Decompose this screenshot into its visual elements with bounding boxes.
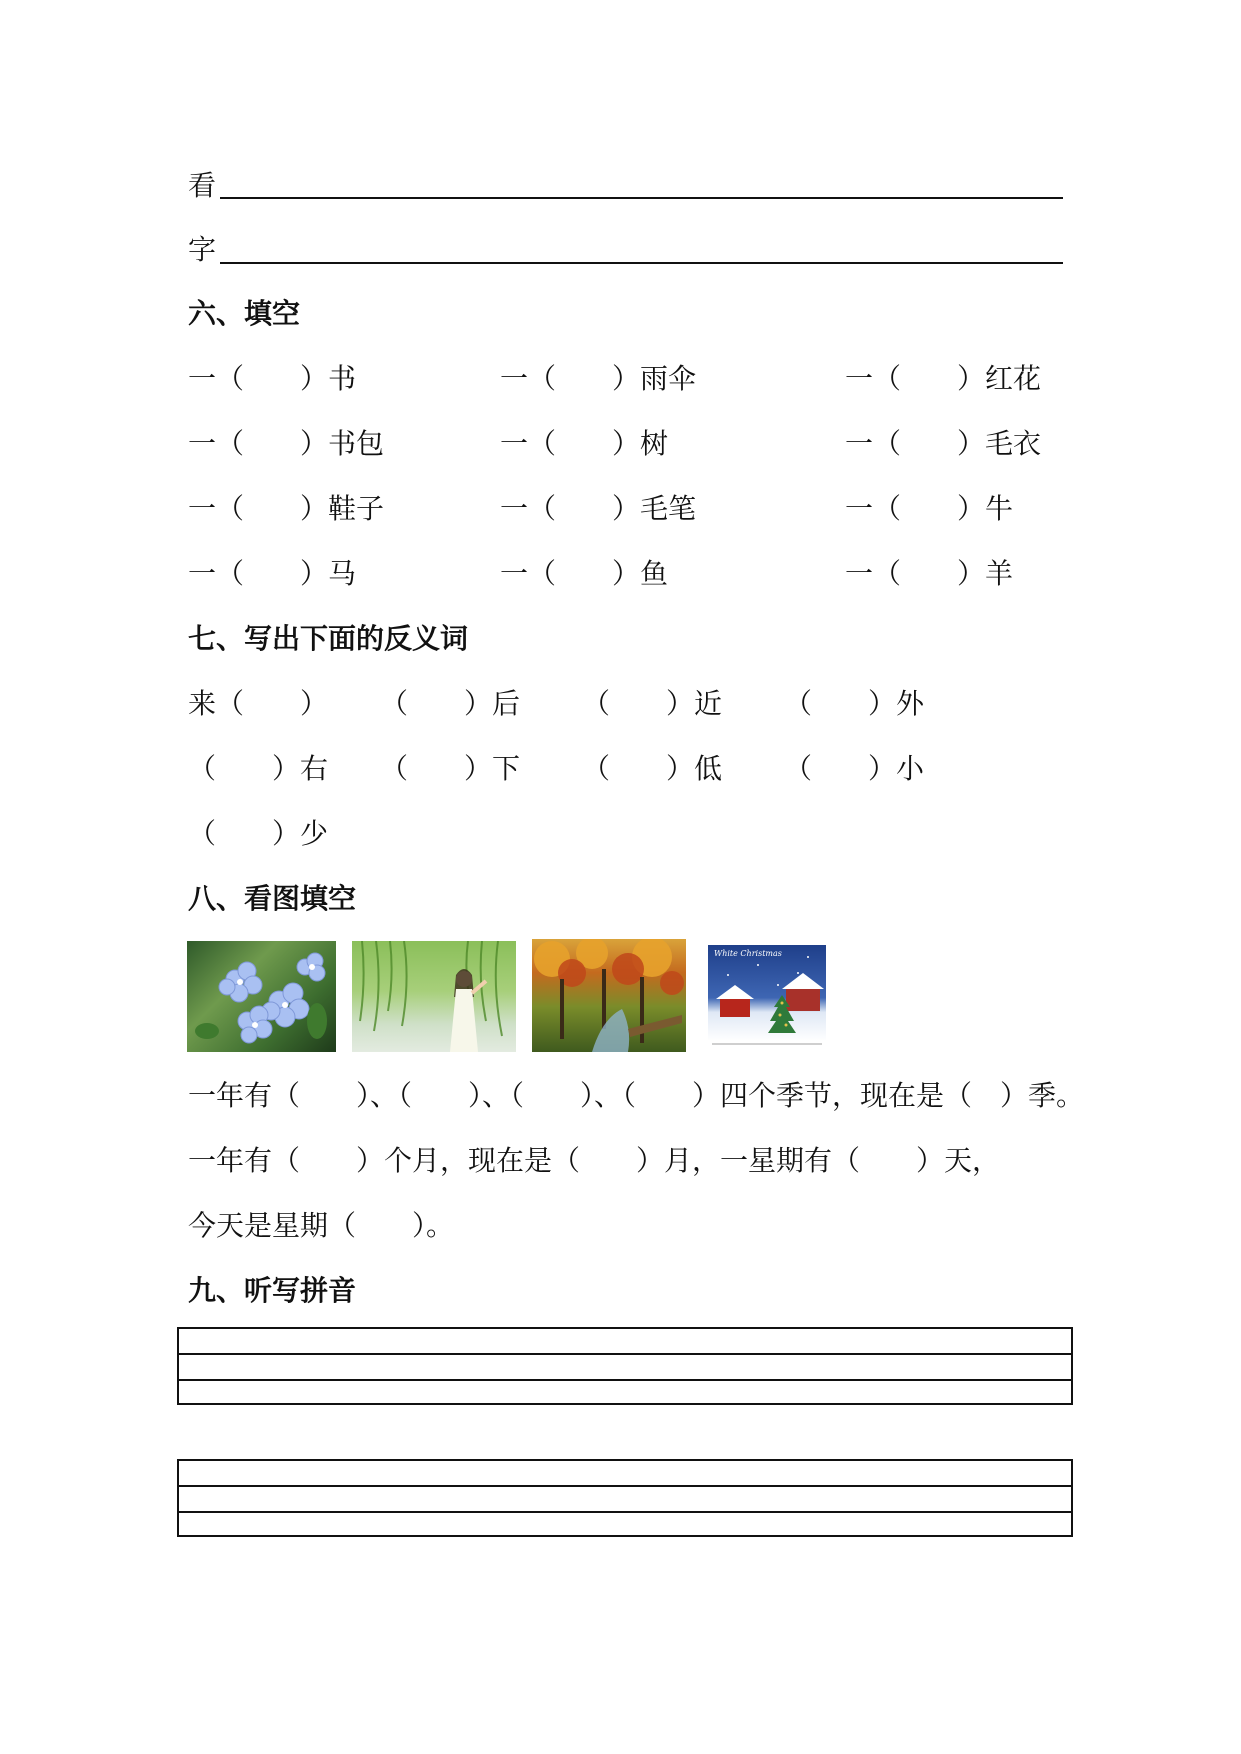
winter-scene-drawing (708, 945, 826, 1041)
fill-item: 一（ ）树 (500, 427, 669, 460)
months-question-line: 一年有（ ）个月，现在是（ ）月，一星期有（ ）天， (188, 1144, 1001, 1177)
section-7-title: 七、写出下面的反义词 (188, 622, 469, 655)
copy-writing-line-1[interactable] (220, 197, 1063, 199)
willow-drawing (352, 941, 516, 1052)
fill-item: 一（ ）书 (188, 362, 357, 395)
copy-char-kan: 看 (188, 169, 217, 202)
fill-item: 一（ ）羊 (845, 557, 1014, 590)
autumn-drawing (532, 939, 686, 1052)
pinyin-rule (179, 1379, 1071, 1381)
antonym-item: （ ）外 (784, 687, 925, 720)
weekday-question-line: 今天是星期（ ）。 (188, 1209, 455, 1242)
antonym-item: （ ）少 (188, 817, 329, 850)
antonym-item: （ ）下 (380, 752, 521, 785)
pinyin-writing-box-1[interactable] (177, 1327, 1073, 1405)
copy-char-zi: 字 (188, 233, 217, 266)
seasons-question-line: 一年有（ ）、（ ）、（ ）、（ ）四个季节，现在是（ ）季。 (188, 1079, 1085, 1112)
blue-flowers-spring-image (187, 941, 336, 1052)
section-9-title: 九、听写拼音 (188, 1274, 357, 1307)
copy-writing-line-2[interactable] (220, 262, 1063, 264)
pinyin-writing-box-2[interactable] (177, 1459, 1073, 1537)
pinyin-rule (179, 1353, 1071, 1355)
fill-item: 一（ ）书包 (188, 427, 385, 460)
fill-item: 一（ ）毛衣 (845, 427, 1042, 460)
antonym-item: （ ）低 (582, 752, 723, 785)
willow-girl-summer-image (352, 941, 516, 1052)
pinyin-rule (179, 1485, 1071, 1487)
fill-item: 一（ ）红花 (845, 362, 1042, 395)
antonym-item: （ ）近 (582, 687, 723, 720)
fill-item: 一（ ）毛笔 (500, 492, 697, 525)
card-sky (708, 945, 826, 1041)
fill-item: 一（ ）马 (188, 557, 357, 590)
fill-item: 一（ ）鱼 (500, 557, 669, 590)
antonym-item: （ ）后 (380, 687, 521, 720)
section-8-title: 八、看图填空 (188, 882, 357, 915)
antonym-item: （ ）右 (188, 752, 329, 785)
antonym-item: （ ）小 (784, 752, 925, 785)
section-6-title: 六、填空 (188, 297, 301, 330)
card-caption: White Christmas (714, 949, 782, 958)
winter-christmas-card-image (702, 945, 832, 1050)
antonym-item: 来（ ） (188, 687, 329, 720)
pinyin-rule (179, 1511, 1071, 1513)
fill-item: 一（ ）牛 (845, 492, 1014, 525)
flower-drawing (187, 941, 336, 1052)
card-footer-rule (712, 1043, 822, 1045)
fill-item: 一（ ）鞋子 (188, 492, 385, 525)
fill-item: 一（ ）雨伞 (500, 362, 697, 395)
autumn-forest-image (532, 939, 686, 1052)
